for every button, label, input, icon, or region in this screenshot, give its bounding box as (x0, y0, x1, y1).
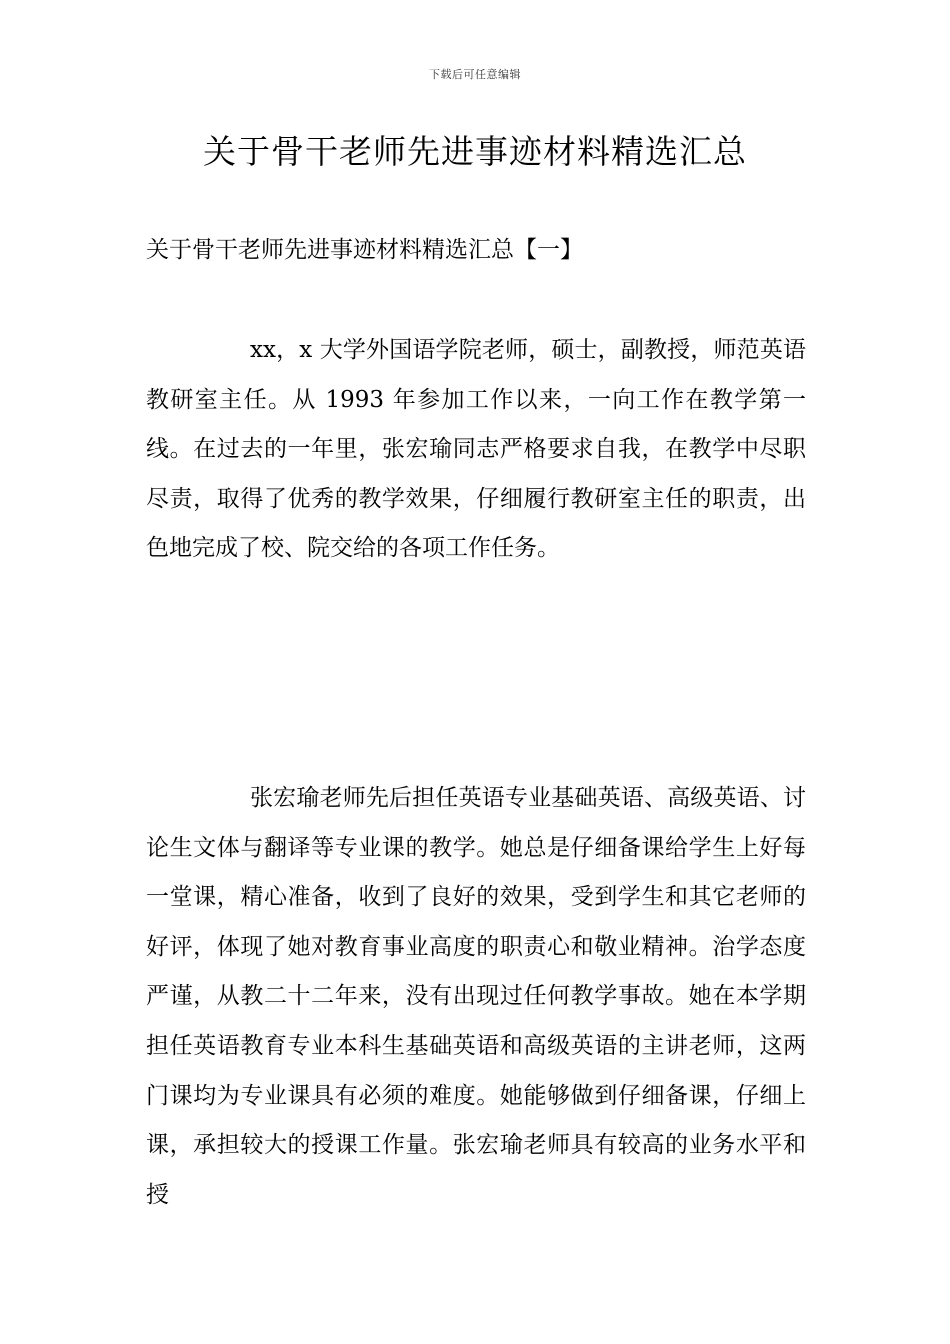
section-heading: 关于骨干老师先进事迹材料精选汇总【一】 (146, 237, 583, 263)
header-note: 下载后可任意编辑 (429, 68, 521, 81)
body-paragraph-2: 张宏瑜老师先后担任英语专业基础英语、高级英语、讨论生文体与翻译等专业课的教学。她总是仔细备课给学生上好每一堂课，精心准备，收到了良好的效果，受到学生和其它老师的好评，体现了她对教育事业高度的职责心和敬业精神。治学态度严谨，从教二十二年来，没有出现过任何教学事故。她在本学期担任英语教育专业本科生基础英语和高级英语的主讲老师，这两门课均为专业课具有必须的难度。她能够做到仔细备课，仔细上课，承担较大的授课工作量。张宏瑜老师具有较高的业务水平和授 (146, 785, 806, 1208)
document-title: 关于骨干老师先进事迹材料精选汇总 (203, 132, 747, 171)
body-paragraph-1: xx，x 大学外国语学院老师，硕士，副教授，师范英语教研室主任。从 1993 年参加工作以来，一向工作在教学第一线。在过去的一年里，张宏瑜同志严格要求自我，在教学中尽职尽责，取得了优秀的教学效果，仔细履行教研室主任的职责，出色地完成了校、院交给的各项工作任务。 (146, 337, 806, 562)
